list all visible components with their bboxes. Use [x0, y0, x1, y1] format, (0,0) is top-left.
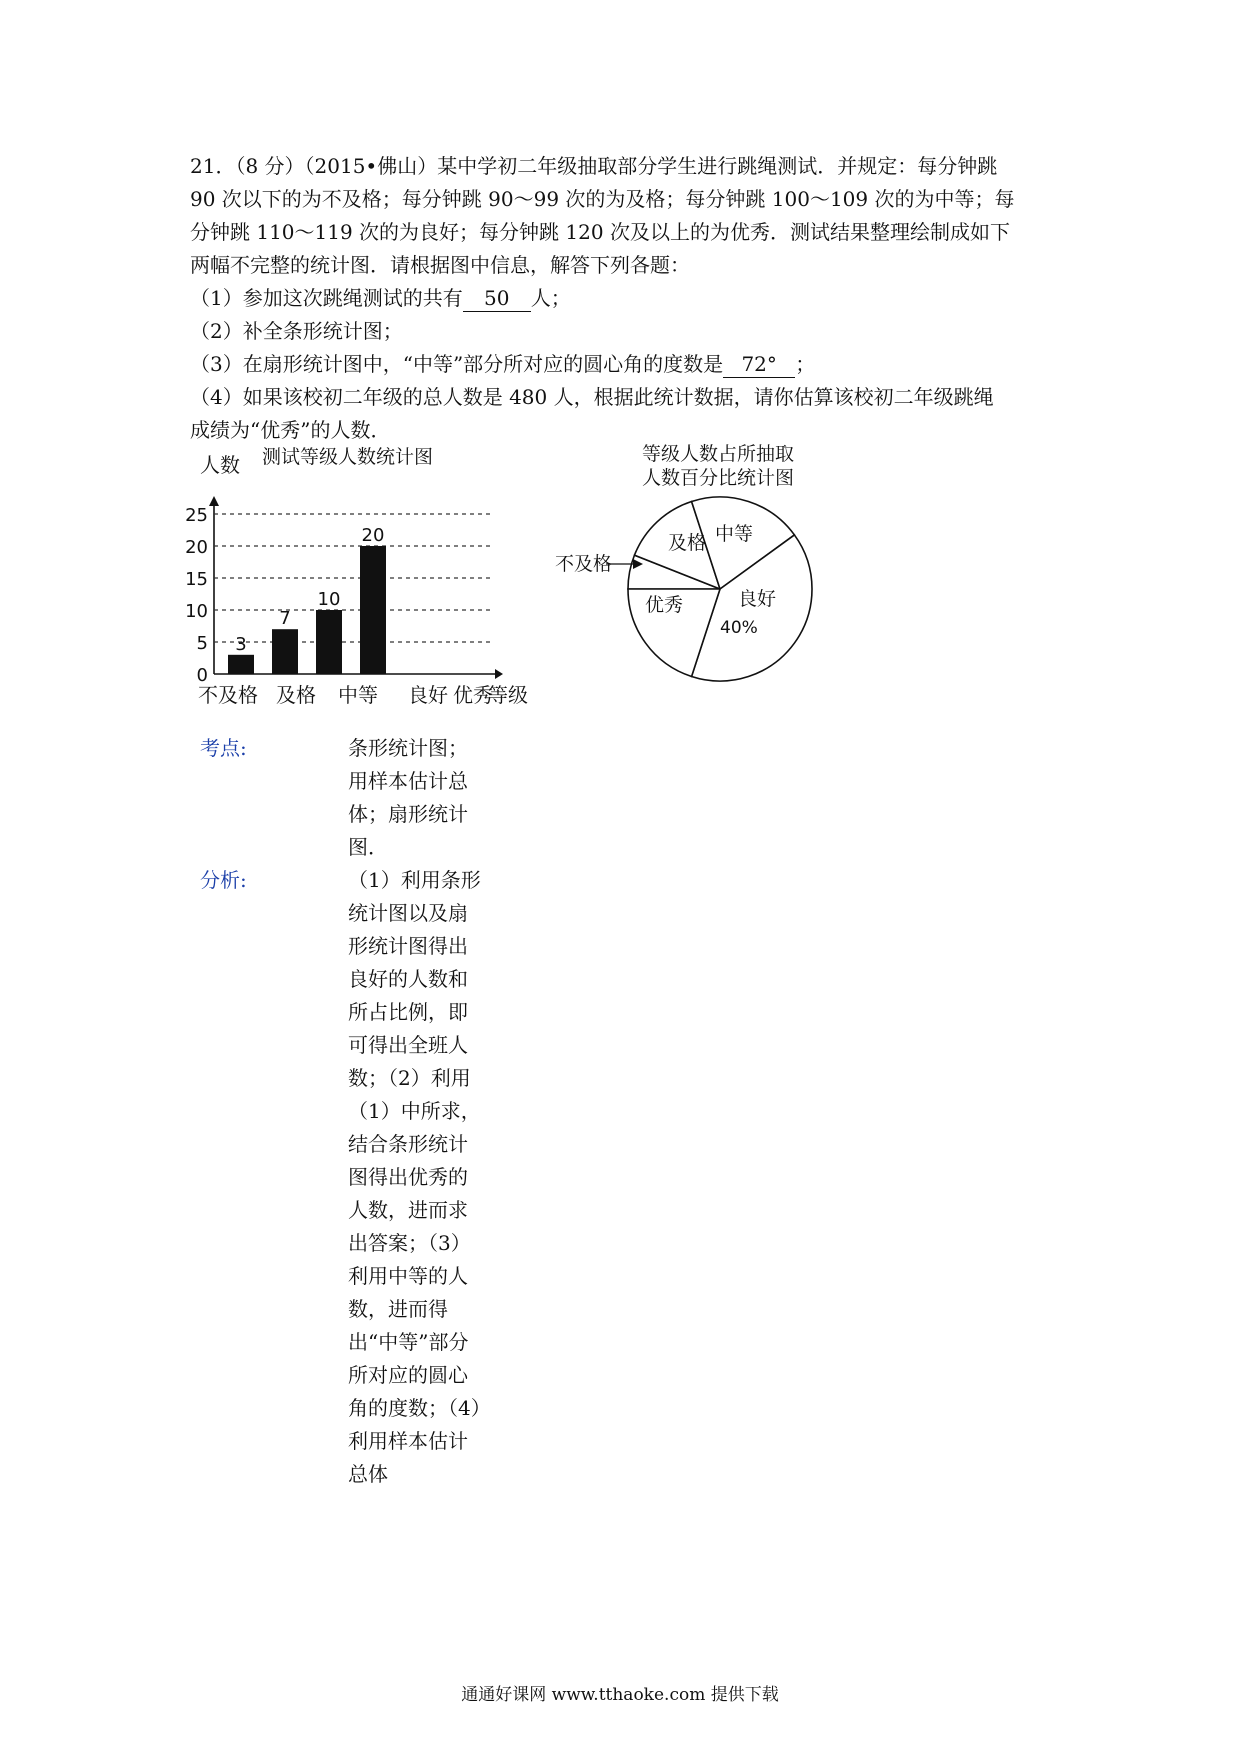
problem-line: 21．（8 分）（2015•佛山）某中学初二年级抽取部分学生进行跳绳测试．并规定：每分钟跳	[190, 154, 998, 178]
charts-svg	[185, 440, 1070, 720]
x-category-label: 优秀	[453, 683, 493, 707]
fenxi-row	[200, 864, 600, 1491]
bar-2	[272, 629, 298, 674]
pie-title-line1: 等级人数占所抽取	[641, 443, 795, 465]
question-4-line2: 成绩为“优秀”的人数．	[190, 418, 391, 442]
question-4-line1: （4）如果该校初二年级的总人数是 480 人，根据此统计数据，请你估算该校初二年级跳绳	[190, 385, 994, 409]
question-3: （3）在扇形统计图中，“中等”部分所对应的圆心角的度数是 72° ；	[190, 352, 816, 376]
x-category-label: 中等	[338, 683, 378, 707]
bar-chart-title: 测试等级人数统计图	[262, 446, 434, 468]
question-2: （2）补全条形统计图；	[190, 319, 403, 343]
y-axis-arrow-icon	[209, 496, 219, 506]
pie-chart	[555, 443, 812, 681]
pie-label-lianghao: 良好	[738, 588, 777, 610]
charts-area	[185, 440, 1070, 720]
bars-group	[228, 546, 386, 674]
pie-label-bujige: 不及格	[555, 553, 613, 575]
question-1: （1）参加这次跳绳测试的共有 50 人；	[190, 286, 571, 310]
pie-label-zhongdeng: 中等	[715, 523, 754, 545]
x-category-label: 不及格	[198, 683, 258, 707]
pie-label-buji: 及格	[668, 532, 707, 554]
kaodian-text: 条形统计图；用样本估计总体；扇形统计图．	[348, 736, 468, 859]
answer-blank-1: 50	[463, 285, 531, 312]
solution-section	[200, 732, 600, 1491]
y-tick-label: 0	[196, 665, 208, 686]
fenxi-label: 分析:	[200, 868, 247, 892]
pie-label-youxiu: 优秀	[645, 594, 684, 616]
x-category-label: 良好	[408, 683, 448, 707]
bar-value-label: 7	[279, 608, 291, 630]
fenxi-text: （1）利用条形统计图以及扇形统计图得出良好的人数和所占比例，即可得出全班人数；（2）利用（1）中所求，结合条形统计图得出优秀的人数，进而求出答案；（3）利用中等的人数，进而得出“中等”部分所对应的圆心角的度数；（4）利用样本估计总体	[348, 868, 481, 1486]
y-tick-label: 25	[185, 505, 208, 526]
x-category-label: 及格	[276, 683, 316, 707]
bar-x-axis-label: 等级	[488, 683, 528, 707]
y-tick-label: 15	[185, 569, 208, 590]
pie-percent-label: 40%	[720, 618, 758, 638]
bar-4	[360, 546, 386, 674]
problem-line: 两幅不完整的统计图．请根据图中信息，解答下列各题：	[190, 253, 690, 277]
kaodian-label: 考点:	[200, 736, 247, 760]
kaodian-row	[200, 732, 600, 864]
bar-3	[316, 610, 342, 674]
problem-line: 分钟跳 110～119 次的为良好；每分钟跳 120 次及以上的为优秀．测试结果整理绘制成如下	[190, 220, 1010, 244]
bar-1	[228, 655, 254, 674]
problem-text	[190, 150, 1070, 447]
pie-title-line2: 人数百分比统计图	[641, 467, 795, 489]
page-footer: 通通好课网 www.tthaoke.com 提供下载	[461, 1685, 779, 1705]
y-tick-label: 20	[185, 537, 208, 558]
bar-chart	[185, 446, 528, 707]
problem-line: 90 次以下的为不及格；每分钟跳 90～99 次的为及格；每分钟跳 100～109 次的为中等；每	[190, 187, 1015, 211]
answer-blank-3: 72°	[723, 351, 795, 378]
bar-value-label: 20	[361, 525, 385, 546]
bar-y-ticks	[185, 505, 208, 686]
bar-value-label: 3	[235, 633, 247, 655]
y-tick-label: 10	[185, 601, 208, 622]
x-axis-arrow-icon	[495, 669, 503, 679]
bar-x-categories	[198, 683, 493, 707]
bar-value-label: 10	[317, 589, 341, 610]
y-tick-label: 5	[196, 633, 208, 654]
bar-grid	[214, 514, 490, 642]
bar-y-axis-label: 人数	[200, 453, 240, 477]
